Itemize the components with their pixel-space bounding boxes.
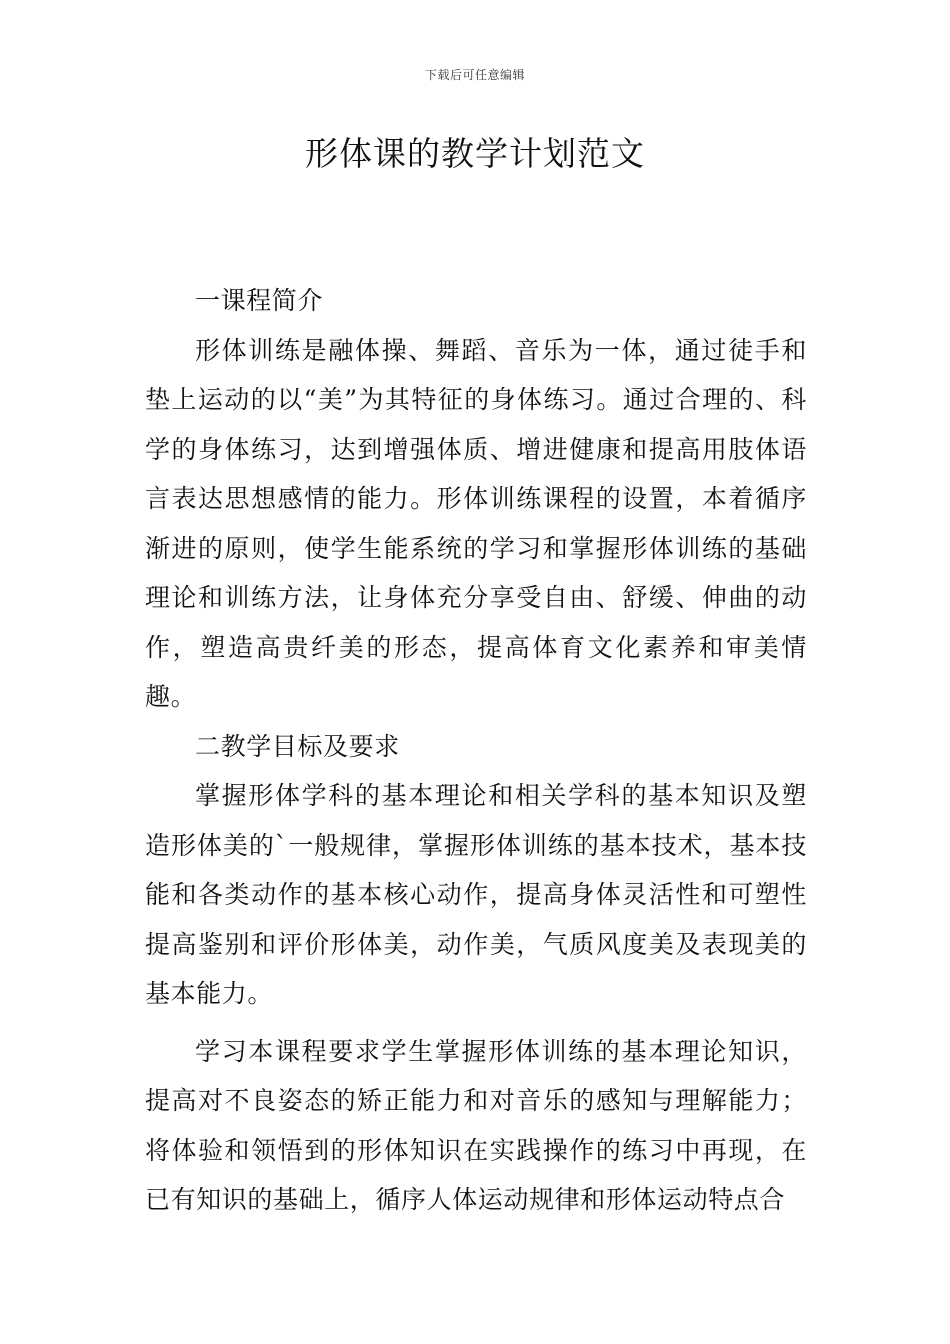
document-title: 形体课的教学计划范文 (305, 134, 645, 173)
section-heading-goals: 二教学目标及要求 (195, 731, 400, 761)
section-heading-intro: 一课程简介 (195, 286, 324, 315)
paragraph-goals-2: 学习本课程要求学生掌握形体训练的基本理论知识，提高对不良姿态的矫正能力和对音乐的感知与理解能力；将体验和领悟到的形体知识在实践操作的练习中再现，在已有知识的基础上，循序人体运动规律和形体运动特点合 (145, 1036, 807, 1214)
header-note: 下载后可任意编辑 (424, 68, 525, 82)
paragraph-intro: 形体训练是融体操、舞蹈、音乐为一体，通过徒手和垫上运动的以“美”为其特征的身体练习。通过合理的、科学的身体练习，达到增强体质、增进健康和提高用肢体语言表达思想感情的能力。形体训练课程的设置，本着循序渐进的原则，使学生能系统的学习和掌握形体训练的基础理论和训练方法，让身体充分享受自由、舒缓、伸曲的动作，塑造高贵纤美的形态，提高体育文化素养和审美情趣。 (145, 335, 807, 711)
document-body (145, 276, 807, 1225)
paragraph-goals-1: 掌握形体学科的基本理论和相关学科的基本知识及塑造形体美的`一般规律，掌握形体训练的基本技术，基本技能和各类动作的基本核心动作，提高身体灵活性和可塑性提高鉴别和评价形体美，动作美，气质风度美及表现美的基本能力。 (145, 781, 807, 1008)
